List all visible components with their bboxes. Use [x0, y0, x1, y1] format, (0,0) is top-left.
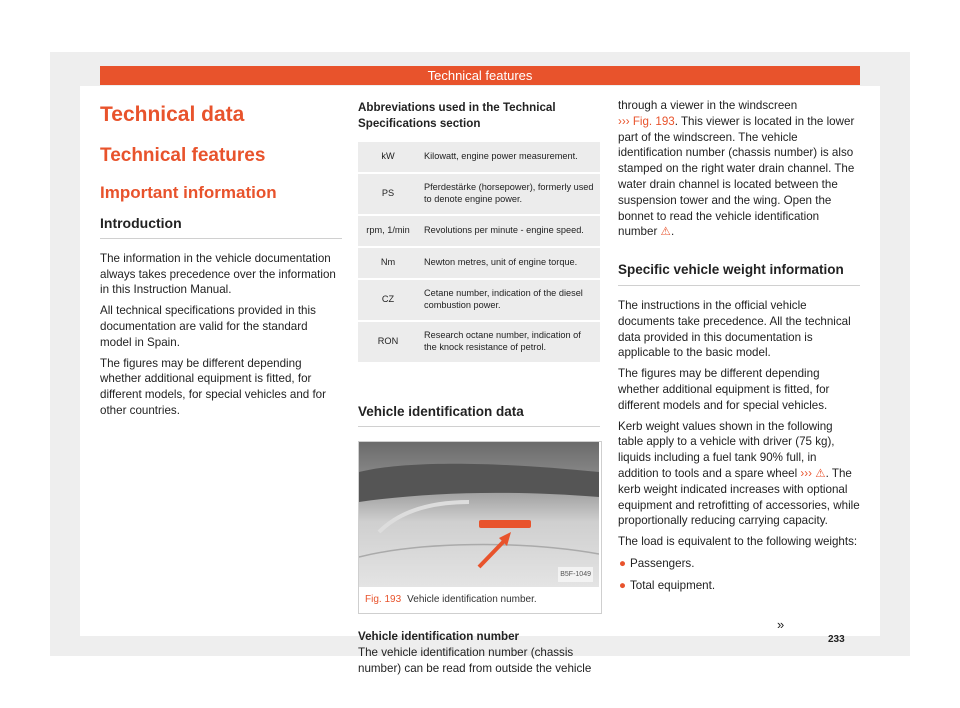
table-row — [358, 248, 600, 278]
abbreviation-key: rpm, 1/min — [358, 216, 418, 246]
paragraph: All technical specifications provided in this documentation are valid for the standard model in Spain. — [100, 304, 316, 349]
windscreen-vin-photo — [359, 442, 599, 587]
paragraph-vin-viewer: through a viewer in the windscreen ››› Fig. 193. This viewer is located in the lower part of the windscreen. The vehicle identification number (chassis number) is also stamped on the right water drain channel. The water drain channel is located between the suspension tower and the wing. Open the bonnet to read the vehicle identification number ⚠. — [618, 99, 855, 239]
list-item — [618, 556, 860, 572]
continue-arrow-icon: » — [777, 617, 785, 632]
section-header-title: Technical features — [427, 68, 533, 83]
abbreviations-title: Abbreviations used in the Technical Specifications section — [358, 101, 556, 130]
abbreviation-description: Cetane number, indication of the diesel combustion power. — [418, 280, 600, 320]
table-row — [358, 216, 600, 246]
table-row — [358, 142, 600, 172]
table-row — [358, 280, 600, 320]
paragraph: The figures may be different depending whether additional equipment is fitted, for different models and for special vehicles. — [618, 367, 830, 412]
list-item-text: Passengers. — [630, 556, 695, 570]
heading-vehicle-identification-number: Vehicle identification number — [358, 630, 520, 644]
column-left — [100, 86, 342, 424]
section-header-bar — [100, 66, 860, 85]
list-item-text: Total equipment. — [630, 578, 716, 592]
paragraph-kerb-weight — [618, 419, 860, 530]
abbreviation-description: Kilowatt, engine power measurement. — [418, 142, 600, 172]
warning-link-arrows[interactable]: ››› — [800, 466, 813, 480]
warning-icon[interactable]: ⚠ — [815, 466, 826, 480]
figure-193 — [358, 441, 602, 614]
abbreviation-key: kW — [358, 142, 418, 172]
heading-specific-vehicle-weight: Specific vehicle weight information — [618, 256, 860, 286]
text: . The kerb weight indicated increases with optional equipment and retrofitting of accessories, while proportionally reducing carrying capacity. — [618, 466, 860, 528]
paragraph: The instructions in the official vehicle documents take precedence. All the technical data provided in this documentation is applicable to the basic model. — [618, 298, 851, 360]
abbreviation-key: PS — [358, 174, 418, 214]
paragraph: The vehicle identification number (chassis number) can be read from outside the vehicle — [358, 645, 592, 675]
table-row — [358, 174, 600, 214]
heading-introduction: Introduction — [100, 216, 342, 239]
heading-technical-data: Technical data — [100, 103, 245, 126]
table-row — [358, 322, 600, 362]
text: through a viewer in the windscreen — [618, 99, 798, 112]
column-middle — [358, 86, 600, 682]
heading-technical-features: Technical features — [100, 145, 266, 166]
figure-link-arrows[interactable]: ››› — [618, 114, 630, 128]
vin-label — [479, 520, 531, 528]
warning-icon[interactable]: ⚠ — [660, 225, 671, 239]
abbreviations-table — [358, 140, 600, 364]
abbreviation-key: CZ — [358, 280, 418, 320]
paragraph: The load is equivalent to the following weights: — [618, 535, 858, 549]
weight-list — [618, 556, 860, 594]
abbreviation-description: Revolutions per minute - engine speed. — [418, 216, 600, 246]
bullet-icon: ● — [619, 556, 627, 570]
paragraph: The information in the vehicle documentation always takes precedence over the information in this Instruction Manual. — [100, 251, 336, 297]
heading-vehicle-identification-data: Vehicle identification data — [358, 398, 600, 428]
paragraph: The figures may be different depending whether additional equipment is fitted, for different models, for special vehicles and for other countries. — [100, 356, 326, 417]
intro-body — [100, 251, 342, 419]
bullet-icon: ● — [619, 578, 627, 592]
dashboard-shape — [359, 464, 599, 502]
windscreen-edge — [379, 502, 469, 532]
page-number: 233 — [828, 634, 845, 645]
figure-caption — [359, 587, 601, 613]
text: . This viewer is located in the lower part of the windscreen. The vehicle identification number (chassis number) is also stamped on the right water drain channel. The water drain channel is located between the suspension tower and the wing. Open the bonnet to read the vehicle identification number — [618, 114, 855, 239]
figure-caption-text: Vehicle identification number. — [407, 594, 537, 606]
abbreviation-key: RON — [358, 322, 418, 362]
abbreviation-key: Nm — [358, 248, 418, 278]
text: Kerb weight values shown in the following table apply to a vehicle with driver (75 kg), liquids including a fuel tank 90% full, in addition to tools and a spare wheel — [618, 419, 835, 480]
pointer-arrow-shaft — [479, 538, 507, 567]
list-item — [618, 578, 860, 594]
abbreviation-description: Research octane number, indication of the knock resistance of petrol. — [418, 322, 600, 362]
figure-code: B5F-1049 — [558, 567, 593, 583]
reflection-line — [359, 545, 599, 557]
figure-number: Fig. 193 — [365, 594, 402, 606]
abbreviation-description: Pferdestärke (horsepower), formerly used to denote engine power. — [418, 174, 600, 214]
figure-link[interactable]: Fig. 193 — [632, 114, 675, 128]
abbreviation-description: Newton metres, unit of engine torque. — [418, 248, 600, 278]
column-right — [618, 86, 860, 600]
heading-important-information: Important information — [100, 183, 277, 202]
